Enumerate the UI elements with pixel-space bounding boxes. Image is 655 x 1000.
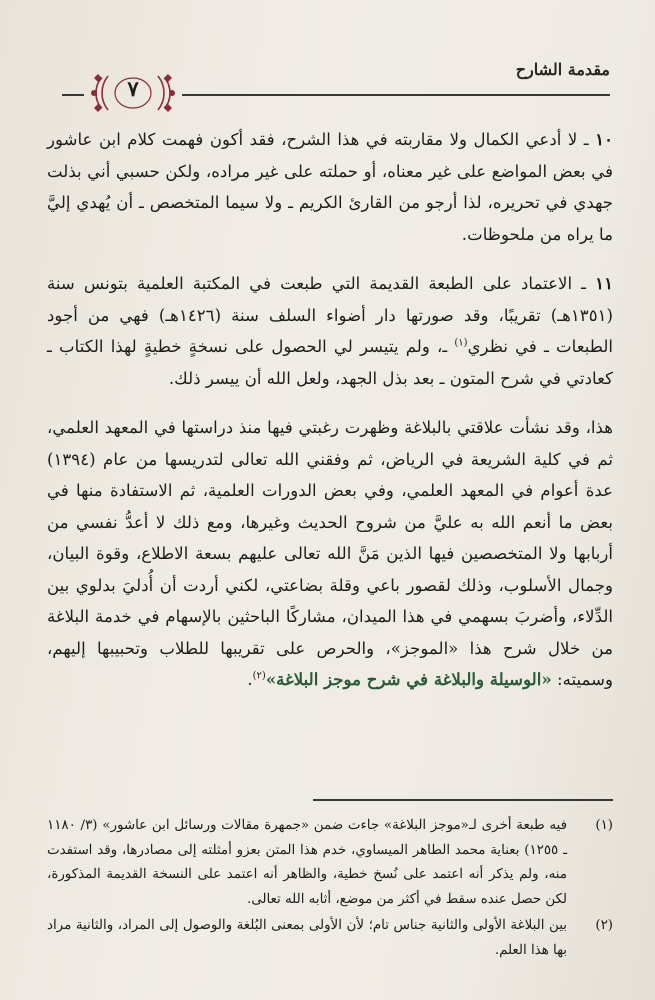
paragraph-text: لا أدعي الكمال ولا مقاربته في هذا الشرح، فقد أكون فهمت كلام ابن عاشور في بعض المواضع على غير معناه، أو حملته على غير مراده، ولكن حسبي أني بذلت جهدي في تحريره، لذا أرجو من القارئ الكريم ـ ولا سيما المتخصص ـ أن يُهدي إليَّ ما يراه من ملحوظات. — [47, 130, 613, 244]
footnote-number: (١) — [595, 818, 613, 833]
paragraph-11 — [47, 268, 613, 394]
paragraph-text: ـ، ولم يتيسر لي الحصول على نسخةٍ خطيةٍ لهذا الكتاب ـ كعادتي في شرح المتون ـ بعد بذل الجهد، ولعل الله أن ييسر ذلك. — [47, 337, 613, 388]
footnotes-divider — [313, 799, 613, 801]
footnote-ref-1[interactable]: (١) — [454, 337, 468, 349]
main-text — [47, 124, 613, 696]
running-head: مقدمة الشارح — [515, 60, 610, 79]
dash: ـ — [577, 130, 596, 149]
paragraph-text: الاعتماد على الطبعة القديمة التي طبعت في المكتبة العلمية بتونس سنة (١٣٥١هـ) تقريبًا، وقد صورتها دار أضواء السلف سنة (١٤٢٦هـ) فهي من أجود الطبعات ـ في نظري — [47, 274, 614, 356]
paragraph-10 — [47, 124, 613, 250]
dash: ـ — [572, 274, 596, 293]
book-title: «الوسيلة والبلاغة في شرح موجز البلاغة» — [265, 669, 552, 689]
footnote-text: بين البلاغة الأولى والثانية جناس تام؛ لأن الأولى بمعنى البُلغة والوصول إلى المراد، والثانية مراد بها هذا العلم. — [47, 918, 567, 958]
paragraph-number: ١١ — [595, 273, 613, 293]
paragraph-number: ١٠ — [595, 129, 613, 149]
footnote-text: فيه طبعة أخرى لـ«موجز البلاغة» جاءت ضمن «جمهرة مقالات ورسائل ابن عاشور» (٣/ ١١٨٠ ـ ١٢٥٥) بعناية محمد الطاهر الميساوي، خدم هذا المتن بعزو أمثلته إلى مصادرها، وقد استفدت منه، ولم يذكر أنه اعتمد على نُسخ خطية، والظاهر أنه اعتمد على النسخة القديمة المذكورة، لكن حصل عنده سقط في أكثر من موضع، أثابه الله تعالى. — [47, 818, 567, 907]
page-header — [62, 56, 610, 106]
header-rule — [182, 94, 610, 96]
header-rule-left — [62, 94, 84, 96]
paragraph-intro — [47, 412, 613, 696]
period: . — [247, 670, 253, 689]
footnotes — [47, 814, 613, 965]
footnote-ref-2[interactable]: (٢) — [252, 670, 266, 682]
paragraph-text: هذا، وقد نشأت علاقتي بالبلاغة وظهرت رغبتي فيها منذ دراستها في المعهد العلمي، ثم في كلية الشريعة في الرياض، ثم وفقني الله تعالى لتدريسها من عام (١٣٩٤) عدة أعوام في المعهد العلمي، وفي بعض الدورات العلمية، ثم الاستفادة منها في بعض ما أنعم الله به عليَّ من شروح الحديث وغيرها، ومع ذلك لا أعدُّ نفسي من أربابها ولا المتخصصين فيها الذين مَنَّ الله تعالى عليهم بسعة الاطلاع، وقوة البيان، وجمال الأسلوب، وذلك لقصور باعي وقلة بضاعتي، لكني أردت أن أُدليَ بدلوي بين الدِّلاء، وأضربَ بسهمي في هذا الميدان، مشاركًا الباحثين بالإسهام في خدمة البلاغة من خلال شرح هذا «الموجز»، والحرص على تقريبها للطلاب وتحبيبها إليهم، وسميته: — [47, 418, 613, 689]
page-number: ٧ — [127, 76, 139, 101]
footnote-number: (٢) — [595, 918, 613, 933]
footnote-2 — [47, 914, 613, 963]
footnote-1 — [47, 814, 613, 912]
